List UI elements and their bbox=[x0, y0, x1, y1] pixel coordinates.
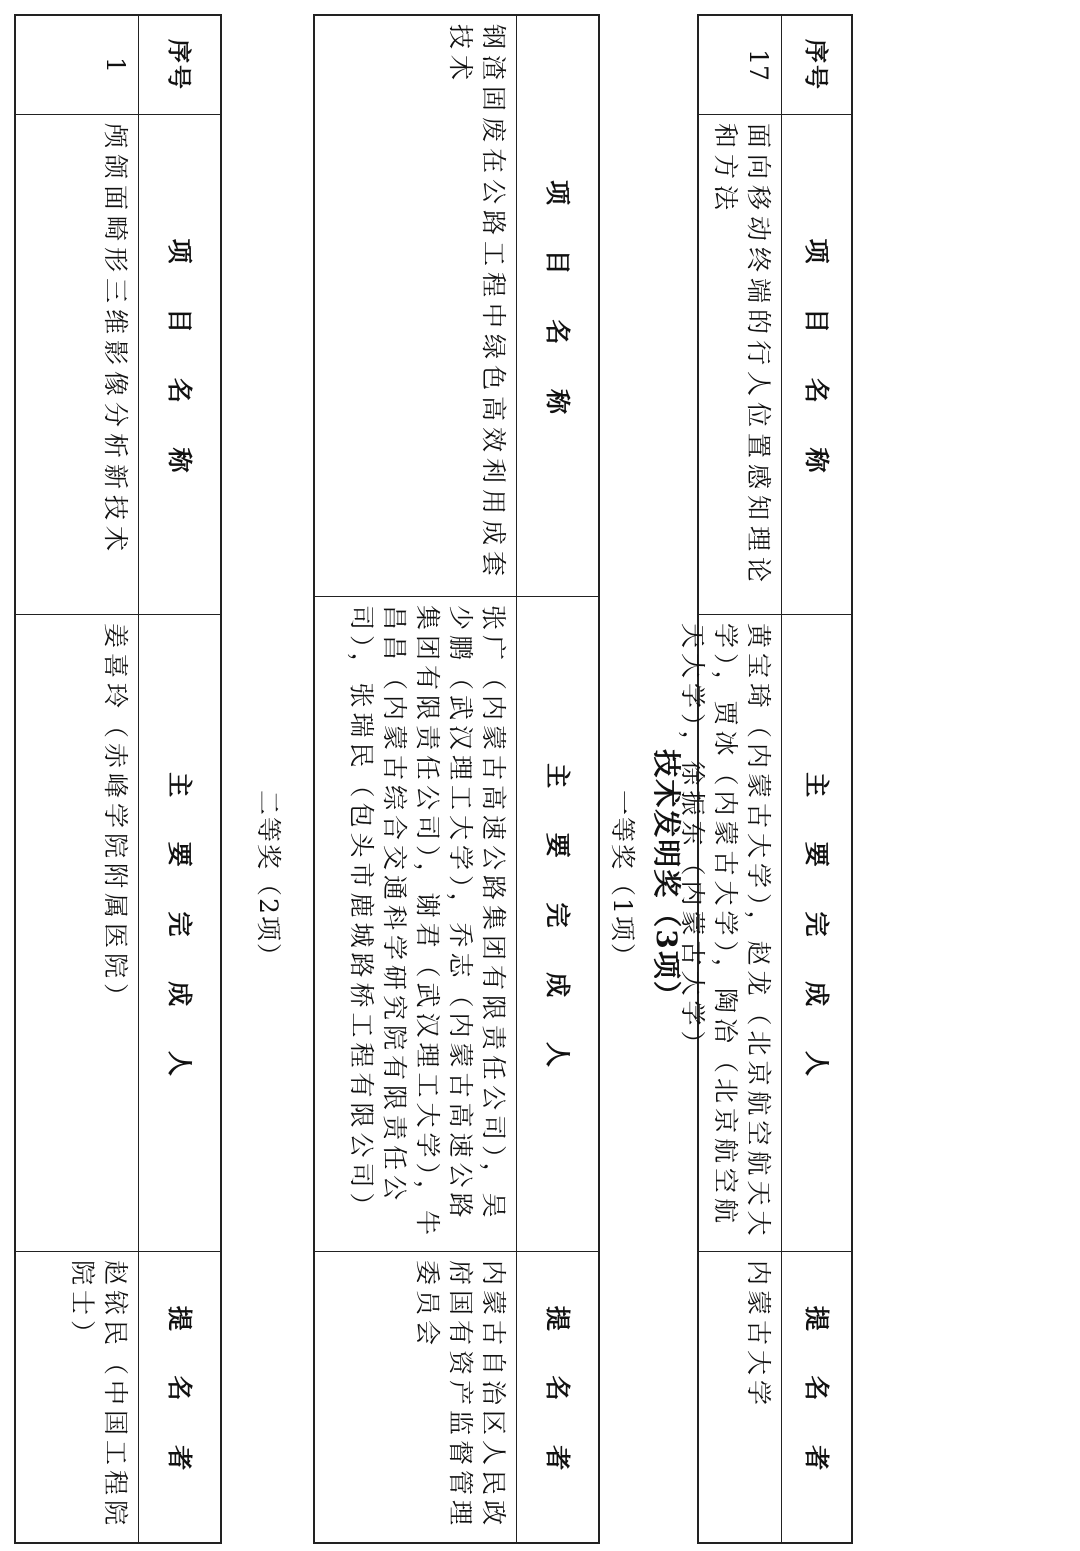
table-row bbox=[315, 16, 516, 1542]
row-nominator: 赵铱民（中国工程院院士） bbox=[16, 1251, 138, 1542]
header-project-name: 项 目 名 称 bbox=[543, 179, 572, 433]
table-header-row bbox=[138, 16, 220, 1542]
row-seq: 1 bbox=[101, 57, 130, 73]
header-main-contributors: 主 要 完 成 人 bbox=[139, 614, 220, 1251]
row-project-name: 钢渣固废在公路工程中绿色高效利用成套技术 bbox=[446, 24, 508, 583]
header-main-contributors: 主 要 完 成 人 bbox=[517, 596, 598, 1251]
header-seq: 序号 bbox=[802, 39, 831, 91]
table-header-row bbox=[516, 16, 598, 1542]
header-nominator: 提 名 者 bbox=[782, 1251, 851, 1542]
row-project-name: 颅颌面畸形三维影像分析新技术 bbox=[16, 114, 138, 614]
row-nominator: 内蒙古自治区人民政府国有资产监督管理委员会 bbox=[315, 1251, 516, 1542]
header-main-contributors: 主 要 完 成 人 bbox=[782, 614, 851, 1251]
header-project-name: 项 目 名 称 bbox=[782, 114, 851, 614]
row-project-name: 面向移动终端的行人位置感知理论和方法 bbox=[699, 114, 781, 614]
header-nominator: 提 名 者 bbox=[139, 1251, 220, 1542]
row-seq: 17 bbox=[744, 49, 773, 81]
row-nominator: 内蒙古大学 bbox=[699, 1251, 781, 1542]
table-header-row bbox=[781, 16, 851, 1542]
row-main-contributors: 张广（内蒙古高速公路集团有限责任公司），吴少鹏（武汉理工大学），乔志（内蒙古高速公路集团有限责任公司），谢君（武汉理工大学），牛昌昌（内蒙古综合交通科学研究院有限责任公司），张瑞民（包头市鹿城路桥工程有限公司） bbox=[315, 596, 516, 1251]
header-seq: 序号 bbox=[165, 39, 194, 91]
row-main-contributors: 姜喜玲（赤峰学院附属医院） bbox=[16, 614, 138, 1251]
grade-heading-first: 一等奖（1项） bbox=[608, 790, 637, 970]
award-table-continued bbox=[678, 14, 853, 1544]
header-nominator: 提 名 者 bbox=[517, 1251, 598, 1542]
table-row bbox=[678, 16, 781, 1542]
award-table-second-grade bbox=[14, 14, 222, 1544]
grade-heading-second: 二等奖（2项） bbox=[254, 790, 283, 970]
row-main-contributors: 黄宝琦（内蒙古大学），赵龙（北京航空航天大学），贾冰（内蒙古大学），陶冶（北京航空航天大学），徐振东（内蒙古大学） bbox=[699, 614, 781, 1251]
header-project-name: 项 目 名 称 bbox=[139, 114, 220, 614]
section-heading: 技术发明奖（3项） bbox=[650, 749, 683, 1011]
award-table-first-grade bbox=[313, 14, 600, 1544]
table-row bbox=[16, 16, 138, 1542]
